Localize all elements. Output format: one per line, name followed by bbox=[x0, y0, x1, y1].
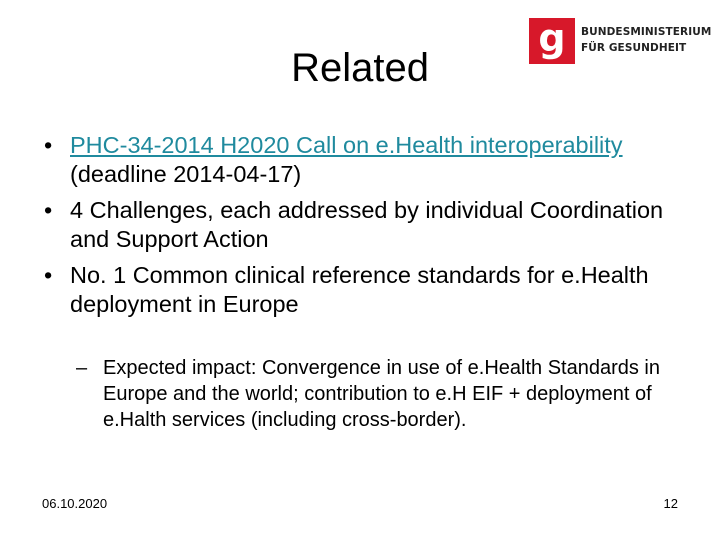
ministry-logo-line1: BUNDESMINISTERIUM bbox=[581, 26, 712, 38]
page-number: 12 bbox=[663, 496, 678, 511]
bullet-marker: • bbox=[44, 197, 53, 223]
call-link[interactable]: PHC-34-2014 H2020 Call on e.Health interoperability bbox=[70, 132, 623, 158]
ministry-logo-text bbox=[581, 24, 711, 56]
subbullet-text: Expected impact: Convergence in use of e.Health Standards in Europe and the world; contribution to e.H EIF + deployment of e.Halth services (including cross-border). bbox=[103, 357, 660, 431]
bullet-item bbox=[0, 131, 720, 189]
bullet-text: No. 1 Common clinical reference standards for e.Health deployment in Europe bbox=[70, 262, 649, 317]
ministry-logo-line2: FÜR GESUNDHEIT bbox=[581, 42, 687, 54]
bullet-text: 4 Challenges, each addressed by individual Coordination and Support Action bbox=[70, 197, 664, 252]
svg-text:g: g bbox=[538, 18, 566, 60]
footer-date: 06.10.2020 bbox=[42, 496, 108, 511]
ministry-logo-mark bbox=[529, 18, 575, 64]
subbullet-list bbox=[0, 355, 720, 433]
bullet-item bbox=[0, 261, 720, 319]
subbullet-marker: – bbox=[76, 357, 88, 379]
bullet-list bbox=[0, 131, 720, 326]
subbullet-item bbox=[0, 355, 720, 433]
ministry-logo bbox=[529, 18, 714, 64]
bullet-marker: • bbox=[44, 132, 53, 158]
bullet-item bbox=[0, 196, 720, 254]
bullet-text: (deadline 2014-04-17) bbox=[70, 161, 302, 187]
ministry-logo-mark-glyph bbox=[529, 18, 575, 64]
bullet-marker: • bbox=[44, 262, 53, 288]
slide-title: Related bbox=[291, 46, 429, 90]
